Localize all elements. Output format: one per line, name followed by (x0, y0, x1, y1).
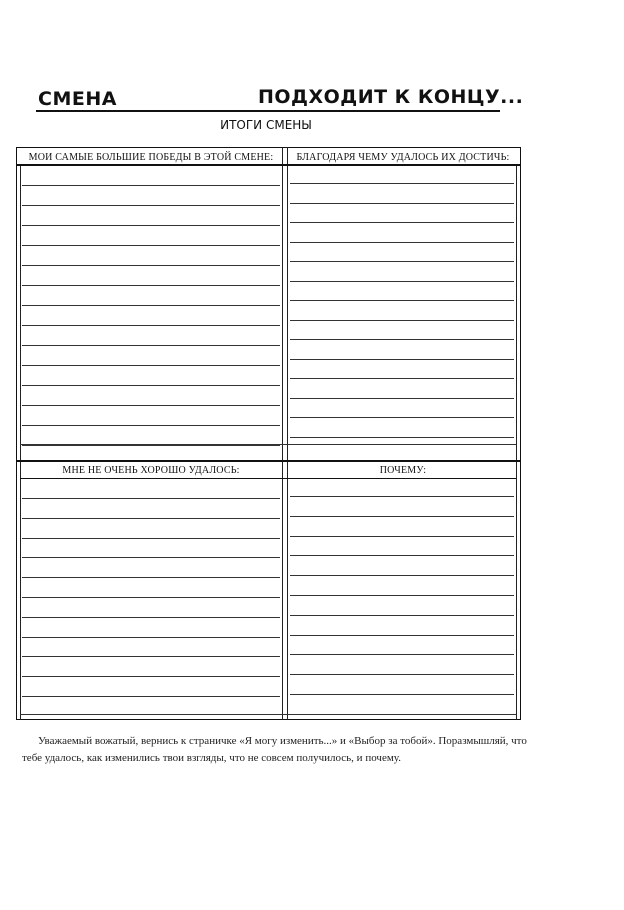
middle-section-rule-2 (20, 478, 516, 479)
writing-line-why (290, 536, 514, 537)
section-label-why: ПОЧЕМУ: (379, 465, 427, 476)
writing-line-failures (22, 498, 280, 499)
writing-line-failures (22, 617, 280, 618)
writing-line-reasons (290, 203, 514, 204)
writing-line-why (290, 615, 514, 616)
page-subtitle: ИТОГИ СМЕНЫ (220, 118, 312, 132)
writing-line-failures (22, 538, 280, 539)
writing-line-victories (22, 205, 280, 206)
writing-line-why (290, 674, 514, 675)
top-section-rule (16, 164, 521, 166)
writing-line-reasons (290, 339, 514, 340)
writing-line-why (290, 496, 514, 497)
writing-line-reasons (290, 320, 514, 321)
writing-line-why (290, 635, 514, 636)
writing-line-failures (22, 557, 280, 558)
instruction-note: Уважаемый вожатый, вернись к страничке «Я могу изменить...» и «Выбор за тобой». Поразмышляй, что тебе удалось, как изменились твои взгляды, что не совсем получилось, и почему. (22, 735, 527, 764)
writing-line-victories (22, 185, 280, 186)
writing-line-reasons (290, 378, 514, 379)
writing-line-victories (22, 405, 280, 406)
writing-line-victories (22, 225, 280, 226)
writing-line-reasons (290, 300, 514, 301)
inner-right-border (516, 165, 517, 720)
page-title-left: СМЕНА (38, 88, 117, 110)
writing-line-failures (22, 676, 280, 677)
writing-line-victories (22, 445, 280, 446)
writing-line-why (290, 555, 514, 556)
writing-line-reasons (290, 183, 514, 184)
writing-line-victories (22, 425, 280, 426)
writing-line-failures (22, 518, 280, 519)
center-divider-right (287, 147, 288, 720)
writing-line-victories (22, 325, 280, 326)
page-title-right: ПОДХОДИТ К КОНЦУ... (258, 86, 524, 108)
writing-line-failures (22, 597, 280, 598)
writing-line-failures (22, 656, 280, 657)
section-label-failures: МНЕ НЕ ОЧЕНЬ ХОРОШО УДАЛОСЬ: (62, 465, 240, 476)
writing-line-why (290, 694, 514, 695)
writing-line-victories (22, 265, 280, 266)
writing-line-victories (22, 365, 280, 366)
writing-line-victories (22, 305, 280, 306)
writing-line-victories (22, 345, 280, 346)
bottom-inner-rule (20, 714, 516, 715)
title-underline (36, 110, 500, 112)
middle-section-rule (16, 460, 521, 462)
writing-line-victories (22, 285, 280, 286)
section-label-victories: МОИ САМЫЕ БОЛЬШИЕ ПОБЕДЫ В ЭТОЙ СМЕНЕ: (28, 152, 274, 163)
writing-line-reasons (290, 398, 514, 399)
inner-left-border (20, 165, 21, 720)
writing-line-reasons (290, 261, 514, 262)
writing-line-failures (22, 696, 280, 697)
top-lower-rule (20, 444, 516, 445)
writing-line-failures (22, 637, 280, 638)
writing-line-why (290, 575, 514, 576)
section-label-reasons: БЛАГОДАРЯ ЧЕМУ УДАЛОСЬ ИХ ДОСТИЧЬ: (296, 152, 510, 163)
writing-line-why (290, 516, 514, 517)
writing-line-reasons (290, 281, 514, 282)
writing-line-reasons (290, 242, 514, 243)
writing-line-reasons (290, 417, 514, 418)
writing-line-failures (22, 577, 280, 578)
writing-line-why (290, 654, 514, 655)
writing-line-reasons (290, 359, 514, 360)
writing-line-reasons (290, 437, 514, 438)
writing-line-reasons (290, 222, 514, 223)
writing-line-victories (22, 385, 280, 386)
center-divider-left (282, 147, 283, 720)
writing-line-victories (22, 245, 280, 246)
writing-line-why (290, 595, 514, 596)
